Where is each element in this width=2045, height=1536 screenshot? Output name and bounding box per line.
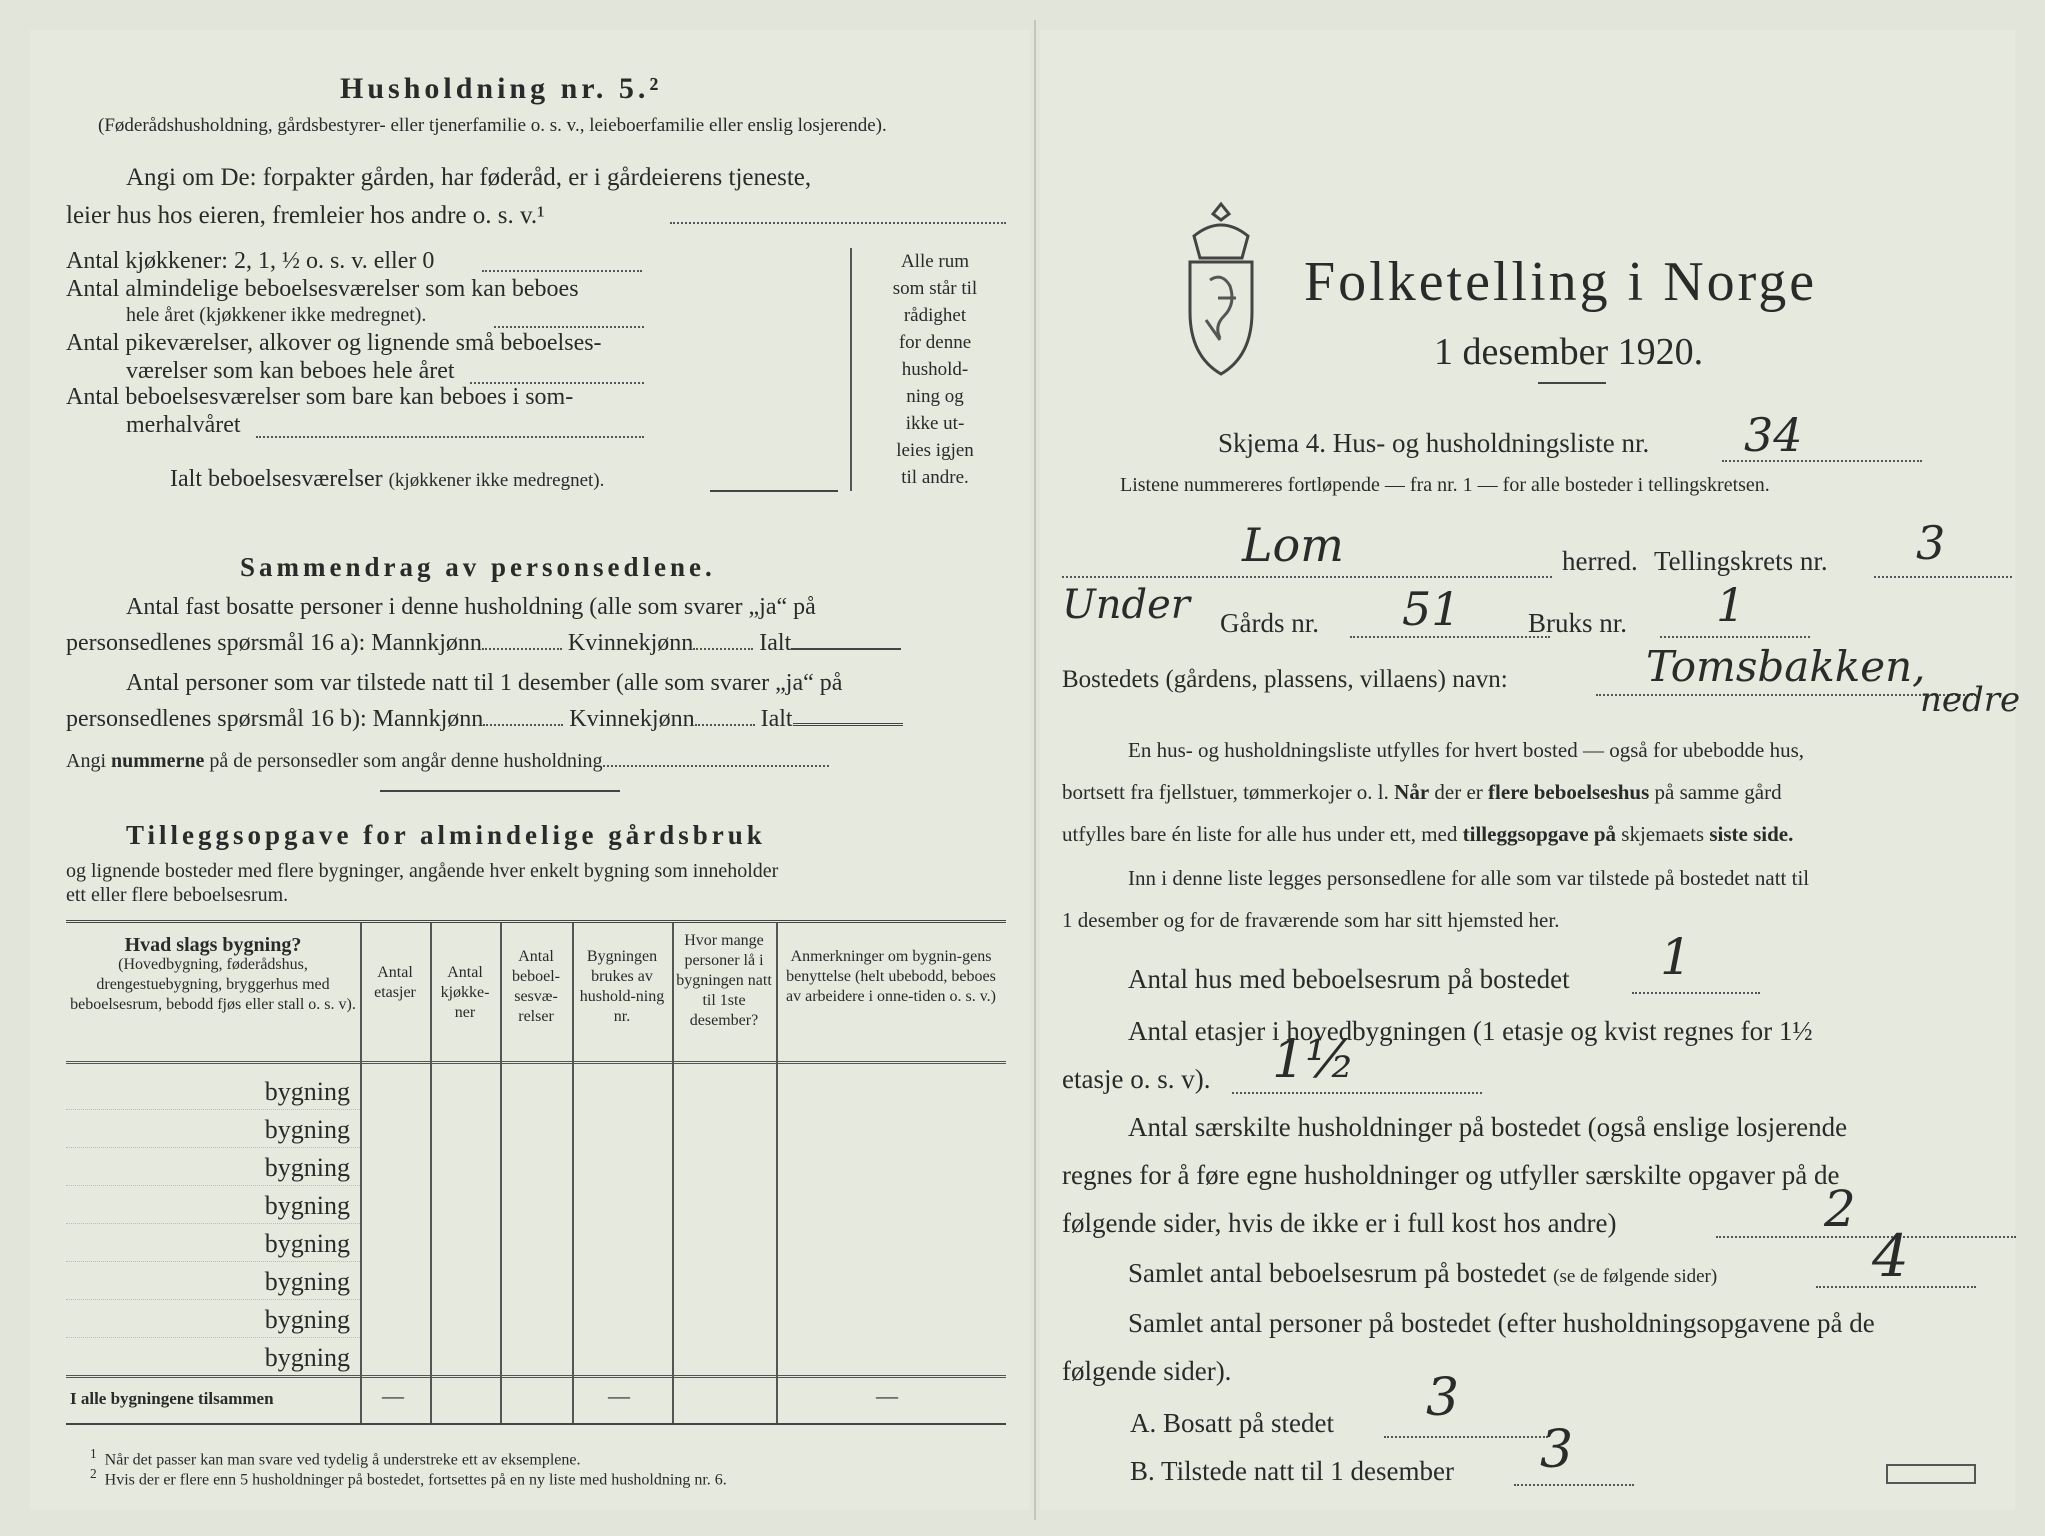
bosted-label: Bostedets (gårdens, plassens, villaens) navn:	[1062, 666, 1508, 693]
q-etasjer-2: etasje o. s. v).	[1062, 1064, 1211, 1094]
summary-line-3: Antal personer som var tilstede natt til 1 desember (alle som svarer „ja“ på	[126, 670, 843, 696]
herred-value: Lom	[1242, 518, 1344, 572]
para-2: bortsett fra fjellstuer, tømmerkojer o. l. Når der er flere beboelseshus på samme gård	[1062, 780, 1782, 804]
table-row	[66, 1147, 360, 1186]
row-label: bygning	[264, 1115, 350, 1144]
q-hush-1: Antal særskilte husholdninger på bostedet (også enslige losjerende	[1128, 1112, 1848, 1142]
para-5: 1 desember og for de fraværende som har sitt hjemsted her.	[1062, 908, 1560, 932]
q-hush-3: følgende sider, hvis de ikke er i full kost hos andre)	[1062, 1208, 1617, 1238]
col-personer: Hvor mange personer lå i bygningen natt til 1ste desember?	[676, 932, 772, 1029]
gards-label: Gårds nr.	[1220, 608, 1319, 638]
bruks-label: Bruks nr.	[1528, 608, 1628, 638]
q-pers-1: Samlet antal personer på bostedet (efter husholdningsopgavene på de	[1128, 1308, 1875, 1338]
bosted-value-2: nedre	[1920, 680, 2021, 720]
table-row	[66, 1299, 360, 1338]
q-rum-value: 4	[1872, 1222, 1909, 1290]
row-label: bygning	[264, 1305, 350, 1334]
q-maid-1: Antal pikeværelser, alkover og lignende små beboelses-	[66, 330, 602, 356]
listene-note: Listene nummereres fortløpende — fra nr. 1 — for alle bosteder i tellingskretsen.	[1120, 474, 1770, 496]
krets-label: Tellingskrets nr.	[1654, 546, 1828, 576]
table-row	[66, 1071, 360, 1110]
herred-label: herred.	[1562, 546, 1638, 576]
bosatt-label: A. Bosatt på stedet	[1130, 1408, 1334, 1438]
gards-value: 51	[1402, 582, 1461, 636]
census-title: Folketelling i Norge	[1304, 251, 1818, 313]
bruks-value: 1	[1716, 578, 1746, 632]
q-pers-2: følgende sider).	[1062, 1356, 1232, 1386]
schema-value: 34	[1744, 408, 1803, 462]
building-table: Hvad slags bygning? (Hovedbygning, føderådshus, drengestuebygning, bryggerhus med beboelsesrum, bebodd fjøs eller stall o. s. v). Antal etasjer Antal kjøkke-ner Antal beboel-sesvæ-relser Bygningen brukes av hushold-ning nr. Hvor mange personer lå i bygningen natt til 1ste desember? Anmerkninger om bygnin-gens benyttelse (helt ubebodd, beboes av arbeidere i onne-tiden o. s. v.) bygning bygning bygning bygning bygning bygning bygning bygning I alle bygningene tilsammen — — —	[66, 920, 1006, 1425]
summary-line-2: personsedlenes spørsmål 16 a): Mannkjønn Kvinnekjønn Ialt	[66, 630, 901, 657]
row-label: bygning	[264, 1229, 350, 1258]
table-row	[66, 1223, 360, 1262]
table-row	[66, 1109, 360, 1148]
summary-line-4: personsedlenes spørsmål 16 b): Mannkjønn Kvinnekjønn Ialt	[66, 706, 903, 733]
q-hus: Antal hus med beboelsesrum på bostedet	[1128, 964, 1570, 994]
question-line-1: Angi om De: forpakter gården, har føderåd, er i gårdeierens tjeneste,	[126, 164, 812, 191]
row-label: bygning	[264, 1077, 350, 1106]
total-label: I alle bygningene tilsammen	[70, 1389, 274, 1408]
tilstede-label: B. Tilstede natt til 1 desember	[1130, 1456, 1454, 1486]
q-rum: Samlet antal beboelsesrum på bostedet (se de følgende sider)	[1128, 1258, 1718, 1288]
summary-line-1: Antal fast bosatte personer i denne husholdning (alle som svarer „ja“ på	[126, 594, 816, 620]
right-page	[1040, 30, 2021, 1510]
q-summer-2: merhalvåret	[126, 412, 241, 438]
row-label: bygning	[264, 1191, 350, 1220]
para-4: Inn i denne liste legges personsedlene for alle som var tilstede på bostedet natt til	[1128, 866, 1810, 890]
census-date: 1 desember 1920.	[1434, 331, 1704, 373]
printer-stamp	[1886, 1464, 1976, 1484]
household-subtitle: (Føderådshusholdning, gårdsbestyrer- eller tjenerfamilie o. s. v., leieboerfamilie eller enslig losjerende).	[98, 115, 887, 136]
row-label: bygning	[264, 1343, 350, 1372]
question-answer-line	[670, 222, 1006, 224]
coat-of-arms-icon	[1178, 200, 1264, 380]
extra-title: Tilleggsopgave for almindelige gårdsbruk	[126, 820, 766, 850]
household-title: Husholdning nr. 5.²	[340, 72, 663, 105]
q-etasjer-1: Antal etasjer i hovedbygningen (1 etasje og kvist regnes for 1½	[1128, 1016, 1813, 1046]
row-label: bygning	[264, 1153, 350, 1182]
para-3: utfylles bare én liste for alle hus under ett, med tilleggsopgave på skjemaets siste side.	[1062, 822, 1794, 846]
q-etasjer-value: 1½	[1272, 1030, 1356, 1090]
q-maid-2: værelser som kan beboes hele året	[126, 358, 455, 384]
footnote-1: $^1$ Når det passer kan man svare ved tydelig å understreke ett av eksemplene.	[90, 1446, 581, 1469]
col-beboelsesvaerelser: Antal beboel-sesvæ-relser	[512, 948, 560, 1025]
extra-line-1: og lignende bosteder med flere bygninger, angående hver enkelt bygning som inneholder	[66, 860, 779, 882]
col-husholdning: Bygningen brukes av hushold-ning nr.	[579, 948, 665, 1025]
table-row	[66, 1261, 360, 1300]
schema-label: Skjema 4. Hus- og husholdningsliste nr.	[1218, 428, 1650, 458]
para-1: En hus- og husholdningsliste utfylles for hvert bosted — også for ubebodde hus,	[1128, 738, 1804, 762]
q-hus-value: 1	[1660, 928, 1692, 986]
q-summer-1: Antal beboelsesværelser som bare kan beboes i som-	[66, 384, 574, 410]
tilstede-value: 3	[1540, 1420, 1574, 1480]
col-kjokkener: Antal kjøkke-ner	[440, 964, 490, 1021]
col-anmerkninger: Anmerkninger om bygnin-gens benyttelse (helt ubebodd, beboes av arbeidere i onne-tiden o. s. v.)	[786, 948, 996, 1005]
summary-title: Sammendrag av personsedlene.	[240, 552, 716, 582]
row-label: bygning	[264, 1267, 350, 1296]
side-note: Alle rum som står til rådighet for denne hushold- ning og ikke ut- leies igjen til andre.	[850, 248, 1010, 491]
krets-value: 3	[1916, 516, 1946, 570]
q-hush-value: 2	[1824, 1180, 1856, 1238]
extra-line-2: ett eller flere beboelsesrum.	[66, 884, 289, 906]
col-building-type: Hvad slags bygning? (Hovedbygning, føderådshus, drengestuebygning, bryggerhus med beboelsesrum, bebodd fjøs eller stall o. s. v).	[70, 934, 356, 1013]
table-row	[66, 1185, 360, 1224]
col-etasjer: Antal etasjer	[374, 964, 416, 1001]
gards-prefix: Under	[1062, 582, 1190, 628]
bosted-value-1: Tomsbakken,	[1646, 642, 1926, 691]
q-hush-2: regnes for å føre egne husholdninger og utfyller særskilte opgaver på de	[1062, 1160, 1840, 1190]
numbers-line: Angi nummerne på de personsedler som angår denne husholdning	[66, 750, 829, 773]
question-line-2: leier hus hos eieren, fremleier hos andre o. s. v.¹	[66, 202, 545, 229]
left-page	[30, 30, 1030, 1510]
bosatt-value: 3	[1426, 1368, 1460, 1428]
q-rooms-1: Antal almindelige beboelsesværelser som kan beboes	[66, 276, 579, 302]
q-total: Ialt beboelsesværelser (kjøkkener ikke medregnet).	[170, 466, 605, 492]
table-row	[66, 1337, 360, 1376]
footnote-2: $^2$ Hvis der er flere enn 5 husholdninger på bostedet, fortsettes på en ny liste med husholdning nr. 6.	[90, 1466, 727, 1489]
q-rooms-2: hele året (kjøkkener ikke medregnet).	[126, 304, 427, 326]
q-kitchens: Antal kjøkkener: 2, 1, ½ o. s. v. eller 0	[66, 248, 435, 274]
page-fold	[1034, 20, 1036, 1520]
